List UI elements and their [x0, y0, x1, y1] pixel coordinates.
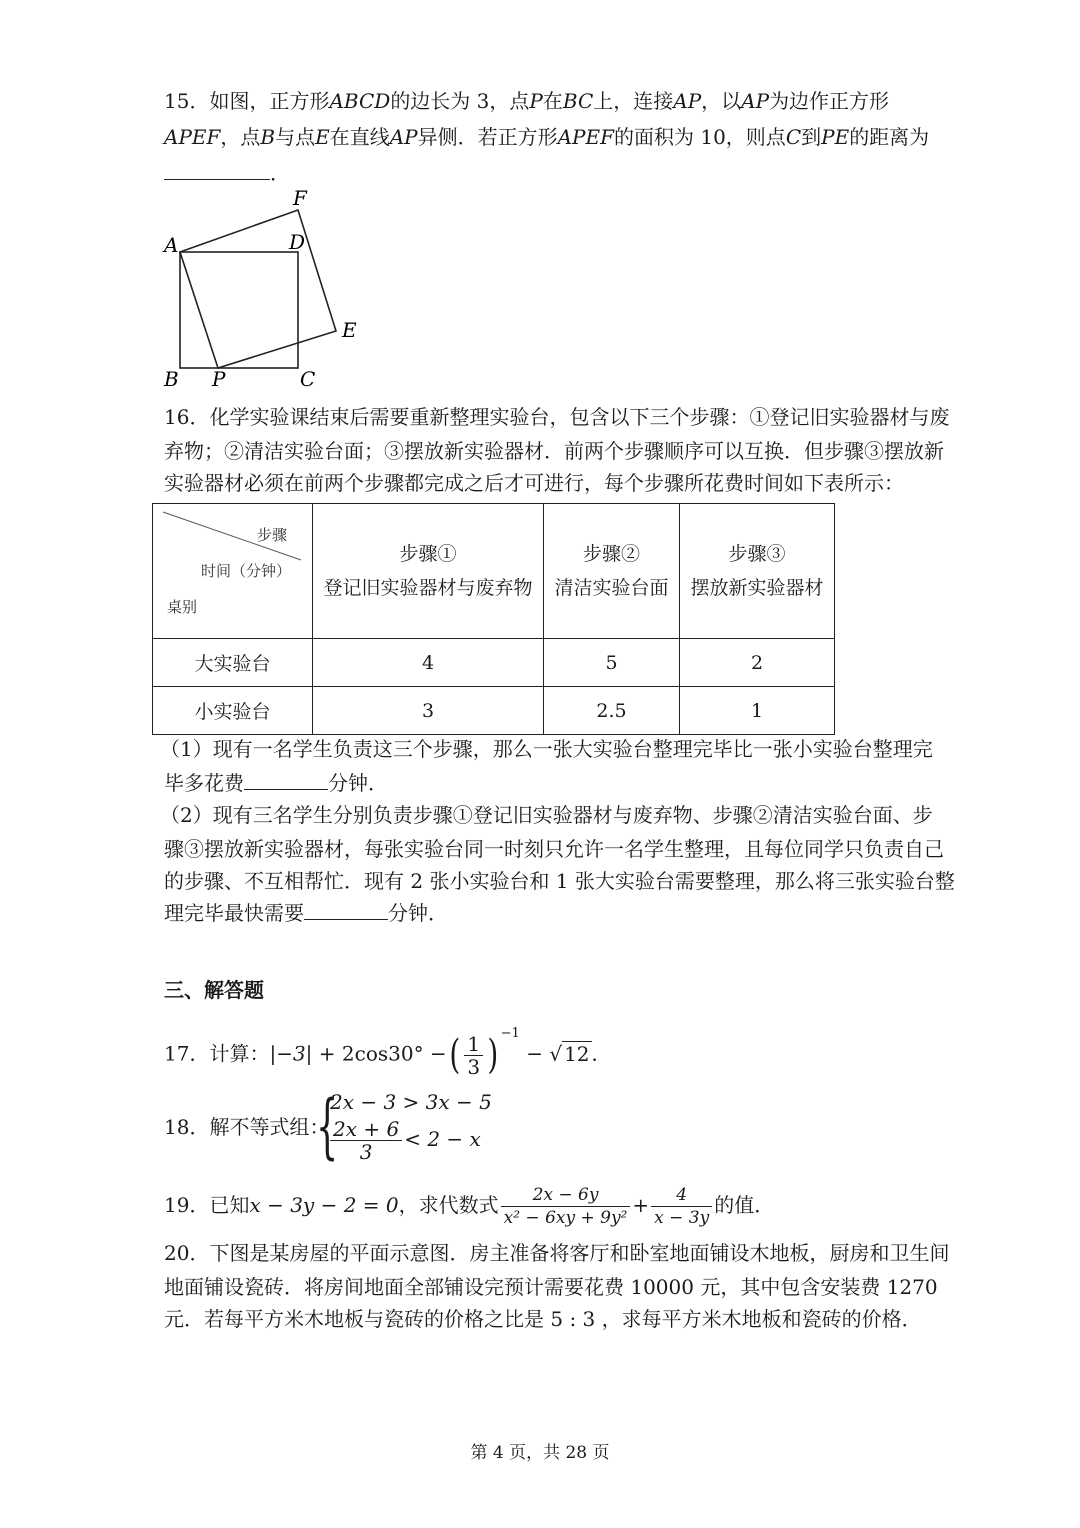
table-cell: 5: [544, 639, 680, 687]
q18-lead: 18．解不等式组：: [164, 1115, 330, 1139]
answer-blank: [244, 771, 328, 790]
q16-part1-line-2: 毕多花费 分钟．: [164, 771, 388, 795]
q19-expression: 19．已知x − 3y − 2 = 0，求代数式 $\frac{2x - 6y}{\text{x² − 6xy + 9y²}}$ + $\frac{4}{x - 3y}$ 的值．: [164, 1185, 775, 1228]
q20-line-3: 元．若每平方米木地板与瓷砖的价格之比是 5 : 3 ，求每平方米木地板和瓷砖的价格．: [164, 1307, 922, 1331]
q20-line-2: 地面铺设瓷砖．将房间地面全部铺设完预计需要花费 10000 元，其中包含安装费 1270: [164, 1275, 938, 1299]
corner-desk-label: 桌别: [167, 598, 198, 616]
header-step-3: 步骤③ 摆放新实验器材: [680, 504, 835, 639]
table-cell: 3: [313, 687, 544, 735]
table-cell: 4: [313, 639, 544, 687]
label-A: A: [164, 233, 179, 257]
q17-expression: 17．计算：|−3| + 2cos30° −( $\frac{1}{3}$ ) $^{-1}$ − √ 12 ．: [164, 1026, 612, 1079]
table-cell: 1: [680, 687, 835, 735]
q15-line-2: APEF，点B与点E在直线AP异侧．若正方形APEF的面积为 10，则点C到PE的距离为: [164, 125, 930, 149]
table-cell: 2: [680, 639, 835, 687]
q15-geometry-figure: [150, 185, 380, 395]
header-step-2: 步骤② 清洁实验台面: [544, 504, 680, 639]
corner-time-label: 时间（分钟）: [201, 562, 292, 580]
q16-line-3: 实验器材必须在前两个步骤都完成之后才可进行，每个步骤所花费时间如下表所示：: [164, 471, 904, 495]
table-corner-cell: [153, 504, 313, 639]
label-P: P: [212, 367, 226, 391]
q16-part2-line-2: 骤③摆放新实验器材，每张实验台同一时刻只允许一名学生整理，且每位同学只负责自己: [164, 837, 944, 861]
table-row: [153, 639, 835, 687]
q15-line-1: 15．如图，正方形ABCD的边长为 3，点P在BC上，连接AP，以AP为边作正方形: [164, 89, 890, 113]
q16-part2-line-1: （2）现有三名学生分别负责步骤①登记旧实验器材与废弃物、步骤②清洁实验台面、步: [160, 803, 933, 827]
corner-step-label: 步骤: [257, 526, 288, 544]
q16-part1-line-1: （1）现有一名学生负责这三个步骤，那么一张大实验台整理完毕比一张小实验台整理完: [160, 737, 933, 761]
q16-line-1: 16．化学实验课结束后需要重新整理实验台，包含以下三个步骤：①登记旧实验器材与废: [164, 405, 950, 429]
answer-blank: [164, 161, 270, 180]
label-E: E: [342, 318, 357, 342]
page-footer: 第 4 页，共 28 页: [470, 1443, 610, 1463]
section-heading: 三、解答题: [164, 978, 264, 1002]
q16-part2-line-3: 的步骤、不互相帮忙．现有 2 张小实验台和 1 张大实验台需要整理，那么将三张实验台整: [164, 869, 955, 893]
label-B: B: [164, 367, 179, 391]
answer-blank: [304, 901, 388, 920]
table-cell: 2.5: [544, 687, 680, 735]
q16-line-2: 弃物；②清洁实验台面；③摆放新实验器材．前两个步骤顺序可以互换．但步骤③摆放新: [164, 439, 944, 463]
row-name: 大实验台: [153, 639, 313, 687]
label-C: C: [300, 367, 316, 391]
row-name: 小实验台: [153, 687, 313, 735]
q20-line-1: 20．下图是某房屋的平面示意图．房主准备将客厅和卧室地面铺设木地板，厨房和卫生间: [164, 1241, 950, 1265]
label-F: F: [293, 186, 307, 210]
inequality-1: 2x − 3 > 3x − 5: [330, 1090, 492, 1114]
label-D: D: [289, 230, 306, 254]
q15-line-3: ．: [164, 158, 290, 188]
table-row: [153, 687, 835, 735]
inequality-2: $\frac{2x + 6}{3}$ < 2 − x: [328, 1118, 481, 1163]
header-step-1: 步骤① 登记旧实验器材与废弃物: [313, 504, 544, 639]
time-table: [152, 503, 835, 735]
q18-system: { 2x − 3 > 3x − 5 $\frac{2x + 6}{3}$ < 2 − x: [316, 1085, 492, 1167]
q16-part2-line-4: 理完毕最快需要 分钟．: [164, 901, 448, 925]
